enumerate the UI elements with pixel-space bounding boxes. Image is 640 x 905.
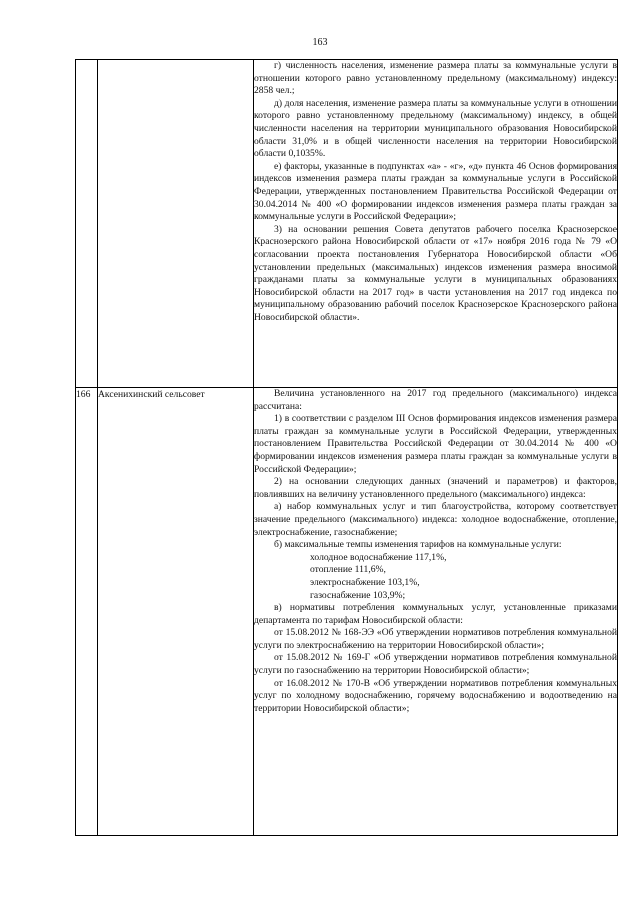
page-number: 163 [312,37,328,48]
paragraph: от 15.08.2012 № 169-Г «Об утверждении нормативов потребления коммунальной услуги по газоснабжению на территории Новосибирской области»; [254,652,617,677]
paragraph: е) факторы, указанные в подпунктах «а» - «г», «д» пункта 46 Основ формирования индексов изменения размера платы граждан за коммунальные услуги в Российской Федерации, утвержденных постановлением Правительства Российской Федерации от 30.04.2014 № 400 «О формировании индексов изменения размера платы граждан за коммунальные услуги в Российской Федерации»; [254,160,617,223]
paragraph: б) максимальные темпы изменения тарифов на коммунальные услуги: [274,539,562,551]
paragraph: 2) на основании следующих данных (значений и параметров) и факторов, повлиявших на величину установленного предельного (максимального) индекса: [254,476,617,500]
paragraph: 3) на основании решения Совета депутатов рабочего поселка Краснозерское Краснозерского района Новосибирской области от «17» ноября 2016 года № 79 «О согласовании проекта постановления Губернатора Новосибирской области «Об установлении предельных (максимальных) индексов изменения размера вносимой гражданами платы за коммунальные услуги в муниципальных образованиях Новосибирской области на 2017 год» в части установления на 2017 год индекса по муниципальному образованию рабочий поселок Краснозерское Краснозерского района Новосибирской области». [254,223,617,323]
paragraph: а) набор коммунальных услуг и тип благоустройства, которому соответствует значение предельного (максимального) индекса: холодное водоснабжение, отопление, электроснабжение, газоснабжение; [254,501,617,538]
row-number-cell [76,60,98,388]
tariff-item: отопление 111,6%, [310,564,386,576]
paragraph: в) нормативы потребления коммунальных услуг, установленные приказами департамента по тарифам Новосибирской области: [254,602,617,626]
tariff-item: электроснабжение 103,1%, [310,576,420,588]
tariff-item: холодное водоснабжение 117,1%, [310,551,447,563]
municipality-name-cell [98,60,254,388]
paragraph: г) численность населения, изменение размера платы за коммунальные услуги в отношении которого равно установленному предельному (максимальному) индексу: 2858 чел.; [254,60,617,97]
document-table [75,59,618,836]
paragraph: от 15.08.2012 № 168-ЭЭ «Об утверждении нормативов потребления коммунальной услуги по электроснабжению на территории Новосибирской области»; [254,627,617,651]
table-row [76,388,618,836]
paragraph: Величина установленного на 2017 год предельного (максимального) индекса рассчитана: [254,388,617,412]
municipality-name-cell: Аксенихинский сельсовет [98,388,254,836]
row-number-cell: 166 [76,388,98,836]
table-row [76,60,618,388]
description-cell [254,60,618,388]
tariff-item: газоснабжение 103,9%; [310,589,406,601]
description-cell [254,388,618,836]
paragraph: 1) в соответствии с разделом III Основ формирования индексов изменения размера платы граждан за коммунальные услуги в Российской Федерации, утвержденных постановлением Правительства Российской Федерации от 30.04.2014 № 400 «О формировании индексов изменения размера платы граждан за коммунальные услуги в Российской Федерации»; [254,413,617,475]
paragraph: от 16.08.2012 № 170-В «Об утверждении нормативов потребления коммунальных услуг по холодному водоснабжению, горячему водоснабжению и водоотведению на территории Новосибирской области»; [254,677,617,714]
paragraph: д) доля населения, изменение размера платы за коммунальные услуги в отношении которого равно установленному предельному (максимальному) индексу, в общей численности населения на территории муниципального образования Новосибирской области 31,0% и в общей численности населения на территории Новосибирской области 0,1035%. [254,97,617,160]
